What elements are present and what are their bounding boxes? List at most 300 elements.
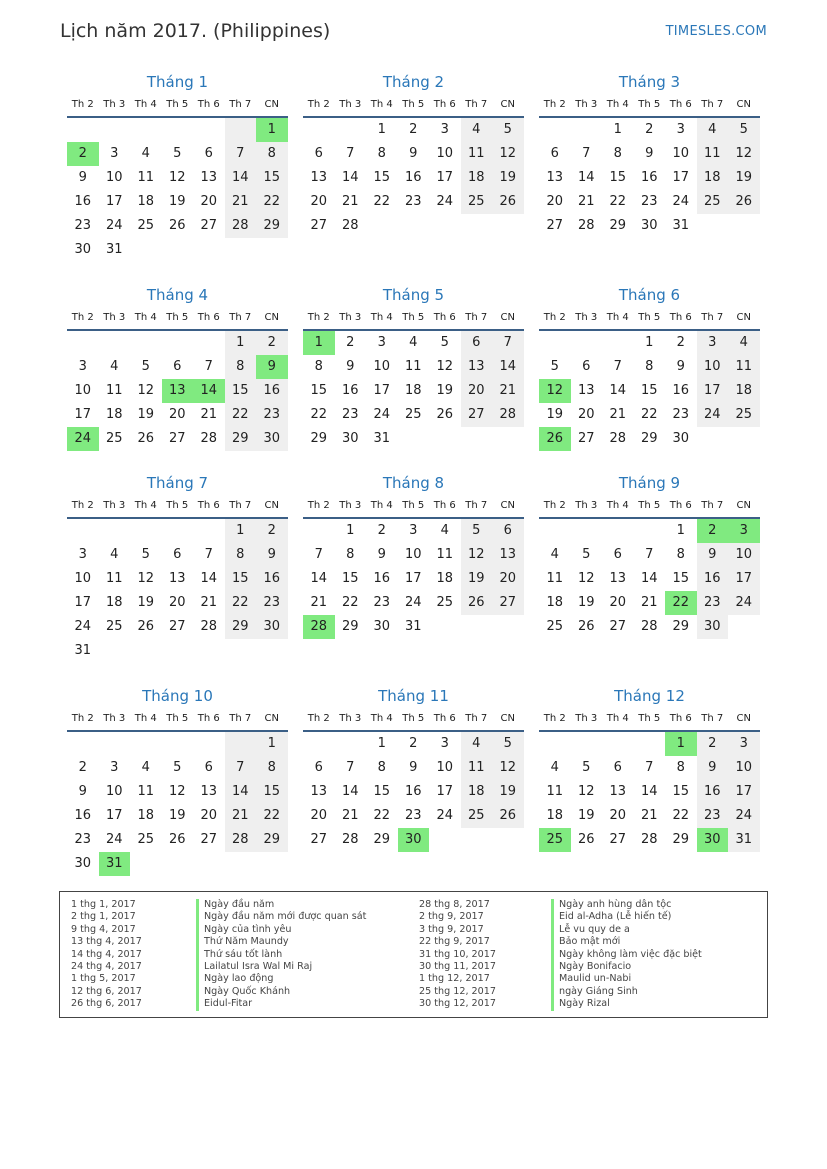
day-cell: 31 bbox=[99, 852, 131, 876]
day-cell: 26 bbox=[137, 619, 155, 634]
day-cell: 26 bbox=[539, 427, 571, 451]
day-cell: 2 bbox=[377, 523, 386, 538]
weekday-label: Th 7 bbox=[701, 713, 724, 724]
empty-cell bbox=[728, 615, 760, 639]
day-cell: 26 bbox=[461, 591, 493, 615]
empty-cell bbox=[225, 238, 257, 262]
day-cell: 20 bbox=[200, 808, 218, 823]
day-cell: 7 bbox=[346, 760, 355, 775]
weekday-label: Th 5 bbox=[638, 500, 661, 511]
day-cell: 12 bbox=[577, 571, 595, 586]
weekday-label: CN bbox=[500, 99, 515, 110]
day-cell: 4 bbox=[141, 760, 150, 775]
day-grid bbox=[303, 331, 524, 451]
day-cell: 2 bbox=[67, 142, 99, 166]
day-cell: 12 bbox=[168, 170, 186, 185]
empty-cell bbox=[539, 118, 571, 142]
day-cell: 6 bbox=[582, 359, 591, 374]
month-block bbox=[539, 283, 760, 451]
day-cell: 13 bbox=[200, 170, 218, 185]
day-cell: 10 bbox=[672, 146, 690, 161]
day-cell: 4 bbox=[728, 331, 760, 355]
day-cell: 3 bbox=[440, 122, 449, 137]
day-cell: 26 bbox=[436, 407, 454, 422]
day-cell: 3 bbox=[110, 760, 119, 775]
weekday-label: Th 4 bbox=[370, 99, 393, 110]
empty-cell bbox=[162, 238, 194, 262]
month-block bbox=[67, 471, 288, 663]
empty-cell bbox=[303, 519, 335, 543]
day-cell: 7 bbox=[314, 547, 323, 562]
month-name: Tháng 6 bbox=[618, 286, 681, 304]
empty-cell bbox=[539, 732, 571, 756]
holiday-name: Ngày không làm việc đặc biệt bbox=[551, 949, 702, 961]
month-block bbox=[303, 70, 524, 238]
weekday-label: Th 5 bbox=[166, 99, 189, 110]
month-name: Tháng 4 bbox=[146, 286, 209, 304]
weekday-label: Th 3 bbox=[575, 713, 598, 724]
day-cell: 8 bbox=[676, 547, 685, 562]
day-cell: 9 bbox=[78, 784, 87, 799]
day-cell: 14 bbox=[609, 383, 627, 398]
day-cell: 11 bbox=[105, 383, 123, 398]
weekday-label: Th 2 bbox=[307, 312, 330, 323]
weekday-header bbox=[303, 708, 524, 732]
day-cell: 21 bbox=[492, 379, 524, 403]
day-cell: 6 bbox=[173, 359, 182, 374]
day-cell: 17 bbox=[105, 808, 123, 823]
day-cell: 18 bbox=[697, 166, 729, 190]
day-cell: 16 bbox=[74, 808, 92, 823]
day-cell: 13 bbox=[162, 379, 194, 403]
day-cell: 5 bbox=[461, 519, 493, 543]
weekday-label: Th 5 bbox=[638, 312, 661, 323]
empty-cell bbox=[130, 331, 162, 355]
day-cell: 25 bbox=[697, 190, 729, 214]
day-cell: 28 bbox=[492, 403, 524, 427]
day-cell: 30 bbox=[672, 431, 690, 446]
day-cell: 10 bbox=[436, 760, 454, 775]
holiday-name: ngày Giáng Sinh bbox=[551, 986, 702, 998]
empty-cell bbox=[130, 519, 162, 543]
day-cell: 27 bbox=[310, 832, 328, 847]
holiday-legend bbox=[59, 891, 768, 1018]
day-cell: 26 bbox=[577, 619, 595, 634]
day-grid bbox=[67, 519, 288, 663]
day-cell: 5 bbox=[582, 760, 591, 775]
day-cell: 25 bbox=[137, 832, 155, 847]
day-cell: 28 bbox=[225, 828, 257, 852]
day-cell: 13 bbox=[310, 784, 328, 799]
day-cell: 28 bbox=[577, 218, 595, 233]
weekday-label: CN bbox=[736, 312, 751, 323]
empty-cell bbox=[303, 732, 335, 756]
day-cell: 30 bbox=[697, 828, 729, 852]
day-cell: 23 bbox=[672, 407, 690, 422]
day-cell: 18 bbox=[546, 808, 564, 823]
day-cell: 12 bbox=[728, 142, 760, 166]
day-cell: 24 bbox=[67, 427, 99, 451]
month-name: Tháng 8 bbox=[382, 474, 445, 492]
day-cell: 25 bbox=[539, 828, 571, 852]
day-cell: 22 bbox=[310, 407, 328, 422]
day-cell: 21 bbox=[640, 808, 658, 823]
day-cell: 25 bbox=[436, 595, 454, 610]
weekday-label: Th 6 bbox=[197, 500, 220, 511]
day-cell: 28 bbox=[225, 214, 257, 238]
day-cell: 21 bbox=[225, 804, 257, 828]
day-cell: 14 bbox=[225, 780, 257, 804]
weekday-label: CN bbox=[500, 500, 515, 511]
day-cell: 27 bbox=[168, 619, 186, 634]
day-cell: 13 bbox=[310, 170, 328, 185]
day-cell: 17 bbox=[436, 170, 454, 185]
day-cell: 9 bbox=[697, 543, 729, 567]
day-cell: 5 bbox=[141, 547, 150, 562]
month-name: Tháng 11 bbox=[378, 687, 449, 705]
day-cell: 17 bbox=[105, 194, 123, 209]
day-cell: 4 bbox=[440, 523, 449, 538]
day-cell: 31 bbox=[105, 242, 123, 257]
day-cell: 4 bbox=[697, 118, 729, 142]
day-cell: 29 bbox=[256, 828, 288, 852]
day-cell: 5 bbox=[582, 547, 591, 562]
empty-cell bbox=[461, 214, 493, 238]
day-cell: 19 bbox=[492, 780, 524, 804]
day-cell: 30 bbox=[398, 828, 430, 852]
day-cell: 21 bbox=[640, 595, 658, 610]
day-cell: 3 bbox=[409, 523, 418, 538]
weekday-header bbox=[67, 708, 288, 732]
weekday-header bbox=[303, 495, 524, 519]
day-cell: 30 bbox=[341, 431, 359, 446]
day-grid bbox=[303, 118, 524, 238]
day-cell: 25 bbox=[404, 407, 422, 422]
day-cell: 15 bbox=[640, 383, 658, 398]
day-cell: 6 bbox=[492, 519, 524, 543]
day-cell: 10 bbox=[105, 784, 123, 799]
day-cell: 3 bbox=[676, 122, 685, 137]
day-cell: 28 bbox=[200, 619, 218, 634]
day-cell: 25 bbox=[461, 190, 493, 214]
day-grid bbox=[67, 732, 288, 876]
day-cell: 29 bbox=[609, 218, 627, 233]
day-cell: 31 bbox=[672, 218, 690, 233]
empty-cell bbox=[429, 828, 461, 852]
day-cell: 24 bbox=[105, 218, 123, 233]
day-cell: 14 bbox=[193, 379, 225, 403]
empty-cell bbox=[130, 639, 162, 663]
weekday-label: Th 2 bbox=[543, 312, 566, 323]
day-cell: 11 bbox=[461, 756, 493, 780]
weekday-label: CN bbox=[264, 99, 279, 110]
day-cell: 10 bbox=[74, 571, 92, 586]
empty-cell bbox=[492, 427, 524, 451]
day-cell: 11 bbox=[461, 142, 493, 166]
day-cell: 12 bbox=[461, 543, 493, 567]
empty-cell bbox=[130, 118, 162, 142]
empty-cell bbox=[539, 331, 571, 355]
day-cell: 23 bbox=[697, 591, 729, 615]
empty-cell bbox=[162, 852, 194, 876]
day-cell: 16 bbox=[640, 170, 658, 185]
day-cell: 2 bbox=[645, 122, 654, 137]
empty-cell bbox=[162, 732, 194, 756]
day-cell: 19 bbox=[168, 808, 186, 823]
day-cell: 5 bbox=[492, 118, 524, 142]
day-cell: 10 bbox=[404, 547, 422, 562]
day-cell: 6 bbox=[613, 760, 622, 775]
brand-link[interactable]: TIMESLES.COM bbox=[665, 24, 767, 39]
day-cell: 12 bbox=[492, 142, 524, 166]
day-cell: 22 bbox=[609, 194, 627, 209]
holiday-name: Lailatul Isra Wal Mi Raj bbox=[196, 961, 366, 973]
day-cell: 26 bbox=[577, 832, 595, 847]
weekday-label: Th 3 bbox=[103, 500, 126, 511]
weekday-label: Th 6 bbox=[669, 500, 692, 511]
day-cell: 17 bbox=[672, 170, 690, 185]
day-cell: 20 bbox=[168, 595, 186, 610]
day-cell: 22 bbox=[256, 190, 288, 214]
holiday-date: 1 thg 12, 2017 bbox=[419, 973, 490, 985]
empty-cell bbox=[571, 118, 603, 142]
page-title: Lịch năm 2017. (Philippines) bbox=[60, 20, 331, 42]
day-cell: 6 bbox=[173, 547, 182, 562]
day-cell: 15 bbox=[672, 571, 690, 586]
day-cell: 19 bbox=[577, 595, 595, 610]
weekday-label: CN bbox=[736, 713, 751, 724]
empty-cell bbox=[728, 427, 760, 451]
day-cell: 25 bbox=[137, 218, 155, 233]
empty-cell bbox=[193, 519, 225, 543]
empty-cell bbox=[429, 615, 461, 639]
holiday-name: Ngày đầu năm bbox=[196, 899, 366, 911]
day-cell: 29 bbox=[256, 214, 288, 238]
day-cell: 30 bbox=[373, 619, 391, 634]
day-cell: 7 bbox=[204, 359, 213, 374]
day-cell: 16 bbox=[256, 379, 288, 403]
month-block bbox=[539, 471, 760, 639]
day-cell: 2 bbox=[697, 519, 729, 543]
day-cell: 4 bbox=[461, 732, 493, 756]
day-cell: 18 bbox=[105, 595, 123, 610]
day-cell: 9 bbox=[346, 359, 355, 374]
weekday-header bbox=[67, 307, 288, 331]
day-cell: 21 bbox=[310, 595, 328, 610]
day-cell: 1 bbox=[665, 732, 697, 756]
holiday-name: Maulid un-Nabi bbox=[551, 973, 702, 985]
weekday-label: Th 2 bbox=[71, 713, 94, 724]
day-cell: 21 bbox=[341, 808, 359, 823]
day-cell: 27 bbox=[461, 403, 493, 427]
weekday-label: Th 4 bbox=[370, 500, 393, 511]
weekday-label: Th 6 bbox=[669, 713, 692, 724]
day-cell: 16 bbox=[672, 383, 690, 398]
weekday-label: Th 7 bbox=[229, 713, 252, 724]
weekday-label: CN bbox=[264, 500, 279, 511]
day-cell: 22 bbox=[256, 804, 288, 828]
day-cell: 17 bbox=[728, 780, 760, 804]
empty-cell bbox=[492, 828, 524, 852]
day-cell: 4 bbox=[550, 760, 559, 775]
empty-cell bbox=[634, 732, 666, 756]
day-cell: 6 bbox=[204, 760, 213, 775]
weekday-header bbox=[539, 495, 760, 519]
day-cell: 12 bbox=[168, 784, 186, 799]
day-cell: 22 bbox=[225, 403, 257, 427]
month-name: Tháng 7 bbox=[146, 474, 209, 492]
day-cell: 14 bbox=[577, 170, 595, 185]
day-cell: 11 bbox=[728, 355, 760, 379]
day-cell: 1 bbox=[256, 118, 288, 142]
day-cell: 13 bbox=[168, 571, 186, 586]
month-block bbox=[303, 283, 524, 451]
day-cell: 4 bbox=[141, 146, 150, 161]
empty-cell bbox=[256, 238, 288, 262]
day-cell: 29 bbox=[672, 619, 690, 634]
day-cell: 7 bbox=[346, 146, 355, 161]
legend-dates-right bbox=[419, 899, 496, 1011]
day-cell: 5 bbox=[173, 146, 182, 161]
day-cell: 13 bbox=[577, 383, 595, 398]
day-cell: 28 bbox=[640, 832, 658, 847]
day-cell: 29 bbox=[225, 427, 257, 451]
day-cell: 1 bbox=[613, 122, 622, 137]
day-cell: 3 bbox=[440, 736, 449, 751]
empty-cell bbox=[67, 331, 99, 355]
day-cell: 1 bbox=[303, 331, 335, 355]
day-cell: 2 bbox=[346, 335, 355, 350]
day-cell: 20 bbox=[200, 194, 218, 209]
day-cell: 25 bbox=[728, 403, 760, 427]
day-cell: 3 bbox=[78, 359, 87, 374]
day-cell: 28 bbox=[609, 431, 627, 446]
day-cell: 18 bbox=[728, 379, 760, 403]
weekday-label: Th 6 bbox=[669, 312, 692, 323]
day-cell: 9 bbox=[409, 760, 418, 775]
weekday-label: Th 2 bbox=[71, 500, 94, 511]
day-cell: 24 bbox=[728, 591, 760, 615]
day-cell: 16 bbox=[256, 567, 288, 591]
day-cell: 18 bbox=[105, 407, 123, 422]
day-cell: 5 bbox=[440, 335, 449, 350]
day-cell: 2 bbox=[256, 331, 288, 355]
day-cell: 19 bbox=[436, 383, 454, 398]
empty-cell bbox=[225, 732, 257, 756]
day-cell: 16 bbox=[341, 383, 359, 398]
weekday-label: Th 3 bbox=[339, 312, 362, 323]
weekday-label: Th 4 bbox=[134, 312, 157, 323]
holiday-date: 24 thg 4, 2017 bbox=[71, 960, 142, 972]
day-cell: 19 bbox=[728, 166, 760, 190]
empty-cell bbox=[602, 331, 634, 355]
day-cell: 12 bbox=[137, 383, 155, 398]
day-cell: 15 bbox=[672, 784, 690, 799]
weekday-header bbox=[539, 307, 760, 331]
weekday-label: Th 7 bbox=[701, 99, 724, 110]
empty-cell bbox=[256, 639, 288, 663]
day-cell: 29 bbox=[672, 832, 690, 847]
holiday-name: Ngày anh hùng dân tộc bbox=[551, 899, 702, 911]
empty-cell bbox=[697, 427, 729, 451]
day-cell: 29 bbox=[225, 615, 257, 639]
empty-cell bbox=[571, 732, 603, 756]
day-cell: 13 bbox=[546, 170, 564, 185]
day-cell: 21 bbox=[341, 194, 359, 209]
day-cell: 24 bbox=[436, 808, 454, 823]
day-cell: 14 bbox=[640, 571, 658, 586]
legend-names-left bbox=[196, 899, 366, 1011]
day-cell: 14 bbox=[310, 571, 328, 586]
day-cell: 5 bbox=[550, 359, 559, 374]
holiday-date: 2 thg 1, 2017 bbox=[71, 911, 136, 923]
day-cell: 15 bbox=[310, 383, 328, 398]
day-cell: 7 bbox=[582, 146, 591, 161]
day-cell: 21 bbox=[200, 407, 218, 422]
day-cell: 10 bbox=[728, 543, 760, 567]
weekday-label: Th 4 bbox=[370, 312, 393, 323]
day-cell: 23 bbox=[74, 832, 92, 847]
day-cell: 8 bbox=[256, 756, 288, 780]
day-cell: 12 bbox=[539, 379, 571, 403]
empty-cell bbox=[67, 732, 99, 756]
day-cell: 14 bbox=[640, 784, 658, 799]
day-cell: 22 bbox=[225, 591, 257, 615]
month-name: Tháng 1 bbox=[146, 73, 209, 91]
day-cell: 11 bbox=[137, 784, 155, 799]
weekday-label: Th 3 bbox=[575, 99, 598, 110]
weekday-label: Th 3 bbox=[575, 500, 598, 511]
holiday-name: Lễ vu quy de a bbox=[551, 924, 702, 936]
weekday-label: CN bbox=[736, 99, 751, 110]
day-cell: 8 bbox=[346, 547, 355, 562]
holiday-date: 12 thg 6, 2017 bbox=[71, 985, 142, 997]
weekday-label: Th 5 bbox=[166, 713, 189, 724]
weekday-header bbox=[303, 307, 524, 331]
empty-cell bbox=[130, 852, 162, 876]
empty-cell bbox=[225, 852, 257, 876]
weekday-label: Th 7 bbox=[229, 99, 252, 110]
weekday-label: Th 3 bbox=[339, 713, 362, 724]
day-cell: 23 bbox=[341, 407, 359, 422]
day-cell: 25 bbox=[105, 619, 123, 634]
day-cell: 24 bbox=[436, 194, 454, 209]
day-cell: 5 bbox=[492, 732, 524, 756]
day-cell: 26 bbox=[168, 218, 186, 233]
holiday-date: 13 thg 4, 2017 bbox=[71, 936, 142, 948]
day-cell: 25 bbox=[461, 804, 493, 828]
day-cell: 3 bbox=[78, 547, 87, 562]
weekday-label: Th 3 bbox=[103, 713, 126, 724]
day-cell: 28 bbox=[640, 619, 658, 634]
day-cell: 13 bbox=[609, 784, 627, 799]
empty-cell bbox=[571, 519, 603, 543]
day-grid bbox=[539, 519, 760, 639]
weekday-label: Th 5 bbox=[402, 312, 425, 323]
day-cell: 10 bbox=[373, 359, 391, 374]
day-cell: 30 bbox=[74, 856, 92, 871]
day-cell: 15 bbox=[256, 166, 288, 190]
weekday-label: Th 2 bbox=[71, 99, 94, 110]
weekday-label: Th 5 bbox=[402, 713, 425, 724]
weekday-label: Th 7 bbox=[701, 500, 724, 511]
day-cell: 7 bbox=[204, 547, 213, 562]
empty-cell bbox=[256, 852, 288, 876]
weekday-label: Th 7 bbox=[229, 500, 252, 511]
day-cell: 24 bbox=[404, 595, 422, 610]
day-cell: 4 bbox=[110, 547, 119, 562]
day-cell: 20 bbox=[310, 194, 328, 209]
